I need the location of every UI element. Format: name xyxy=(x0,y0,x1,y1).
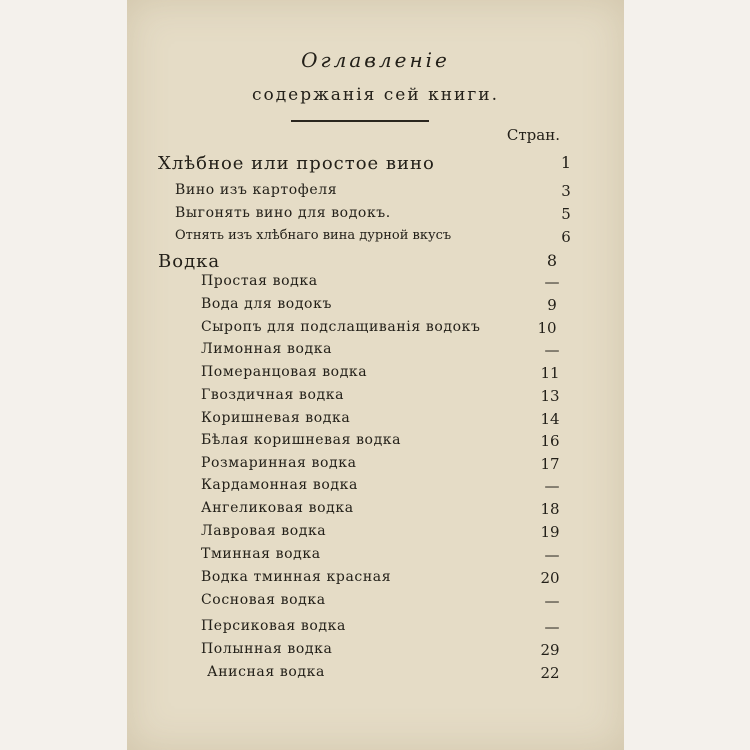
page-heading: Оглавленіе xyxy=(301,48,450,72)
toc-entry-title: Сосновая водка xyxy=(201,592,326,608)
toc-entry xyxy=(127,387,624,411)
page-column-label: Стран. xyxy=(506,126,560,144)
toc-entry xyxy=(127,153,624,177)
toc-entry xyxy=(127,319,624,343)
toc-entry-page: — xyxy=(544,341,560,359)
toc-entry xyxy=(127,641,624,665)
toc-entry-title: Полынная водка xyxy=(201,641,333,657)
toc-entry-title: Анисная водка xyxy=(207,664,325,680)
toc-entry xyxy=(127,228,624,252)
toc-entry-page: 3 xyxy=(561,182,571,200)
toc-entry xyxy=(127,341,624,365)
toc-entry xyxy=(127,410,624,434)
toc-entry-page: 29 xyxy=(540,641,560,659)
toc-entry xyxy=(127,569,624,593)
toc-entry-title: Гвоздичная водка xyxy=(201,387,345,403)
toc-entry-title: Тминная водка xyxy=(201,546,321,562)
toc-entry-page: 5 xyxy=(561,205,571,223)
toc-entry-title: Отнять изъ хлѣбнаго вина дурной вкусъ xyxy=(175,228,452,243)
toc-entry xyxy=(127,182,624,206)
toc-entry-title: Розмаринная водка xyxy=(201,455,357,471)
toc-entry-page: 17 xyxy=(540,455,560,473)
toc-entry-page: 22 xyxy=(540,664,560,682)
toc-entry xyxy=(127,477,624,501)
toc-entry xyxy=(127,364,624,388)
toc-entry xyxy=(127,546,624,570)
toc-entry xyxy=(127,296,624,320)
toc-entry-title: Кардамонная водка xyxy=(201,477,358,493)
toc-entry-title: Выгонять вино для водокъ. xyxy=(175,205,391,221)
toc-entry-title: Водка xyxy=(158,251,221,272)
toc-entry-page: — xyxy=(544,546,560,564)
toc-entry xyxy=(127,500,624,524)
toc-entry xyxy=(127,455,624,479)
toc-entry-title: Бѣлая коришневая водка xyxy=(201,432,402,448)
toc-entry-page: 9 xyxy=(547,296,557,314)
toc-entry-page: — xyxy=(544,618,560,636)
toc-entry-title: Ангеликовая водка xyxy=(201,500,354,516)
toc-entry-title: Лавровая водка xyxy=(201,523,327,539)
toc-entry xyxy=(127,273,624,297)
toc-entry-page: 19 xyxy=(540,523,560,541)
toc-entry-title: Сыропъ для подслащиванія водокъ xyxy=(201,319,481,335)
toc-entry xyxy=(127,251,624,275)
toc-entry-page: 8 xyxy=(546,251,558,270)
toc-entry-page: 13 xyxy=(540,387,560,405)
toc-entry xyxy=(127,205,624,229)
toc-entry-page: 16 xyxy=(540,432,560,450)
toc-entry-page: — xyxy=(544,477,560,495)
toc-entry-page: 20 xyxy=(540,569,560,587)
toc-entry-page: 14 xyxy=(540,410,560,428)
toc-entry xyxy=(127,618,624,642)
toc-entry-title: Лимонная водка xyxy=(201,341,333,357)
toc-entry-title: Простая водка xyxy=(201,273,318,289)
toc-entry-title: Вино изъ картофеля xyxy=(175,182,338,198)
book-page xyxy=(127,0,624,750)
toc-entry-title: Водка тминная красная xyxy=(201,569,392,585)
toc-entry-page: 11 xyxy=(540,364,560,382)
toc-entry-page: — xyxy=(544,273,560,291)
toc-entry-title: Коришневая водка xyxy=(201,410,351,426)
toc-entry-title: Хлѣбное или простое вино xyxy=(158,153,435,174)
toc-entry xyxy=(127,523,624,547)
toc-entry-title: Персиковая водка xyxy=(201,618,346,634)
toc-entry-page: — xyxy=(544,592,560,610)
toc-entry-page: 6 xyxy=(561,228,571,246)
toc-entry-page: 18 xyxy=(540,500,560,518)
toc-entry xyxy=(127,664,624,688)
divider-rule xyxy=(291,120,429,122)
toc-entry-title: Вода для водокъ xyxy=(201,296,332,312)
toc-entry-title: Померанцовая водка xyxy=(201,364,368,380)
toc-entry-page: 1 xyxy=(560,153,572,172)
toc-entry xyxy=(127,592,624,616)
toc-entry xyxy=(127,432,624,456)
toc-entry-page: 10 xyxy=(537,319,557,337)
page-subheading: содержанія сей книги. xyxy=(251,85,500,105)
